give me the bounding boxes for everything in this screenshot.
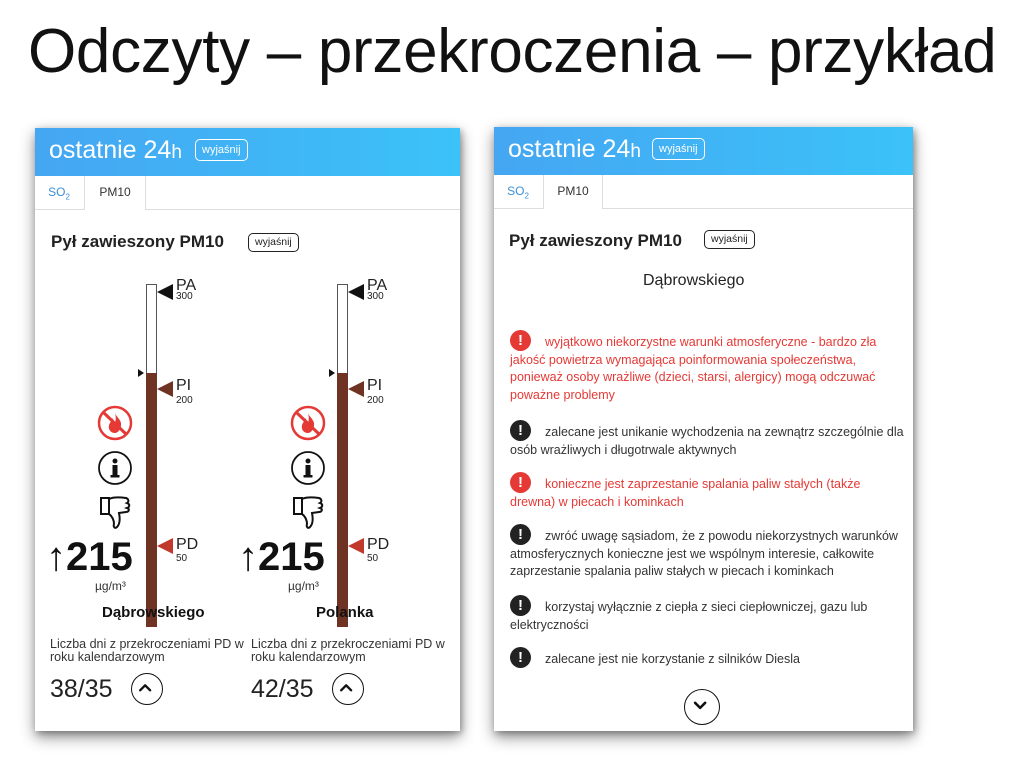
expand-up-button[interactable]	[332, 673, 364, 705]
pm10-value-dabrowskiego	[46, 537, 133, 577]
station-name: Dąbrowskiego	[643, 272, 745, 289]
unit-label: µg/m³	[95, 579, 126, 593]
trend-up-icon: ↑	[238, 535, 258, 579]
tab-so2[interactable]	[494, 175, 542, 208]
alert-message	[510, 472, 905, 511]
section-title: Pył zawieszony PM10	[509, 231, 682, 250]
tab-so2-sub: 2	[524, 191, 529, 201]
right-panel	[494, 127, 913, 731]
header-title-unit: h	[171, 142, 182, 163]
gauge-fill-bar	[146, 373, 157, 627]
tab-so2-label: SO	[507, 184, 525, 198]
advice-message-text: zalecane jest nie korzystanie z silników Diesla	[545, 652, 800, 666]
threshold-pi-value: 200	[367, 395, 384, 406]
advice-message	[510, 595, 905, 634]
threshold-pa-value: 300	[176, 291, 193, 302]
tab-bar	[494, 175, 913, 209]
station-name: Polanka	[316, 604, 374, 621]
threshold-pi-value: 200	[176, 395, 193, 406]
tab-so2-label: SO	[48, 185, 66, 199]
unit-label: µg/m³	[288, 579, 319, 593]
explain-button[interactable]: wyjaśnij	[652, 138, 705, 160]
station-name: Dąbrowskiego	[102, 604, 205, 621]
advice-message	[510, 420, 905, 459]
pm10-gauge-dabrowskiego	[146, 277, 226, 629]
thumbs-down-icon	[97, 494, 133, 532]
header-title	[49, 135, 182, 168]
trend-up-icon: ↑	[46, 535, 66, 579]
section-explain-button[interactable]: wyjaśnij	[248, 233, 299, 252]
threshold-pi-marker	[348, 381, 364, 397]
advice-message-text: zwróć uwagę sąsiadom, że z powodu niekorzystnych warunków atmosferycznych konieczne jest we wspólnym interesie, całkowite zaprzestanie spalania paliw stałych w piecach i kominkach	[510, 529, 898, 578]
header-title-unit: h	[630, 141, 641, 162]
threshold-pd-label: PD	[367, 536, 390, 553]
alert-icon	[510, 647, 531, 668]
alert-icon	[510, 472, 531, 493]
panel-header	[494, 127, 913, 175]
threshold-pa-label: PA	[367, 277, 388, 294]
alert-icon	[510, 524, 531, 545]
tab-so2-sub: 2	[65, 192, 70, 202]
pm10-value-number: 215	[258, 535, 325, 579]
chevron-down-icon	[685, 690, 718, 723]
alert-message-text: wyjątkowo niekorzystne warunki atmosferyczne - bardzo zła jakość powietrza wymagająca poinformowania społeczeństwa, ponieważ osoby wrażliwe (dzieci, starsi, alergicy) mogą odczuwać poważne problemy	[510, 335, 877, 402]
alert-icon	[510, 330, 531, 351]
threshold-pd-value: 50	[367, 553, 379, 564]
header-title	[508, 134, 641, 167]
advice-message-text: zalecane jest unikanie wychodzenia na zewnątrz szczególnie dla osób wrażliwych i długotrwale aktywnych	[510, 425, 904, 457]
slide-title: Odczyty – przekroczenia – przykład	[28, 17, 997, 86]
threshold-pd-value: 50	[176, 553, 188, 564]
gauge-empty-segment	[146, 284, 157, 373]
thumbs-down-icon	[290, 494, 326, 532]
pm10-value-number: 215	[66, 535, 133, 579]
tab-pm10[interactable]: PM10	[543, 175, 603, 209]
threshold-pd-marker	[157, 538, 173, 554]
gauge-fill-bar	[337, 373, 348, 627]
tab-so2[interactable]	[35, 176, 83, 209]
threshold-pa-marker	[157, 284, 173, 300]
advice-message	[510, 524, 905, 581]
section-explain-button[interactable]: wyjaśnij	[704, 230, 755, 249]
explain-button[interactable]: wyjaśnij	[195, 139, 248, 161]
tab-pm10[interactable]: PM10	[84, 176, 146, 210]
threshold-pi-label: PI	[176, 377, 192, 394]
exceedance-caption: Liczba dni z przekroczeniami PD w roku kalendarzowym	[251, 637, 445, 664]
chevron-up-icon	[132, 674, 161, 703]
threshold-pi-label: PI	[367, 377, 383, 394]
exceedance-ratio: 38/35	[50, 675, 113, 703]
chevron-up-icon	[333, 674, 362, 703]
expand-up-button[interactable]	[131, 673, 163, 705]
pm10-gauge-polanka	[337, 277, 417, 629]
info-icon[interactable]	[97, 450, 133, 486]
header-title-text: ostatnie 24	[508, 135, 631, 163]
advice-message-text: korzystaj wyłącznie z ciepła z sieci ciepłowniczej, gazu lub elektryczności	[510, 600, 868, 632]
header-title-text: ostatnie 24	[49, 136, 172, 164]
advice-message	[510, 647, 905, 669]
gauge-empty-segment	[337, 284, 348, 373]
exceedance-caption: Liczba dni z przekroczeniami PD w roku kalendarzowym	[50, 637, 244, 664]
info-icon[interactable]	[290, 450, 326, 486]
threshold-pa-label: PA	[176, 277, 197, 294]
fire-ban-icon	[97, 405, 133, 441]
alert-message	[510, 330, 905, 404]
exceedance-ratio: 42/35	[251, 675, 314, 703]
gauge-current-pointer	[138, 369, 144, 377]
left-panel	[35, 128, 460, 731]
threshold-pi-marker	[157, 381, 173, 397]
threshold-pd-marker	[348, 538, 364, 554]
expand-down-button[interactable]	[684, 689, 720, 725]
threshold-pd-label: PD	[176, 536, 199, 553]
pm10-value-polanka	[238, 537, 325, 577]
tab-bar	[35, 176, 460, 210]
gauge-current-pointer	[329, 369, 335, 377]
threshold-pa-marker	[348, 284, 364, 300]
fire-ban-icon	[290, 405, 326, 441]
alert-icon	[510, 595, 531, 616]
panel-header	[35, 128, 460, 176]
section-title: Pył zawieszony PM10	[51, 232, 224, 251]
alert-message-text: konieczne jest zaprzestanie spalania paliw stałych (także drewna) w piecach i kominkach	[510, 477, 861, 509]
threshold-pa-value: 300	[367, 291, 384, 302]
alert-icon	[510, 420, 531, 441]
